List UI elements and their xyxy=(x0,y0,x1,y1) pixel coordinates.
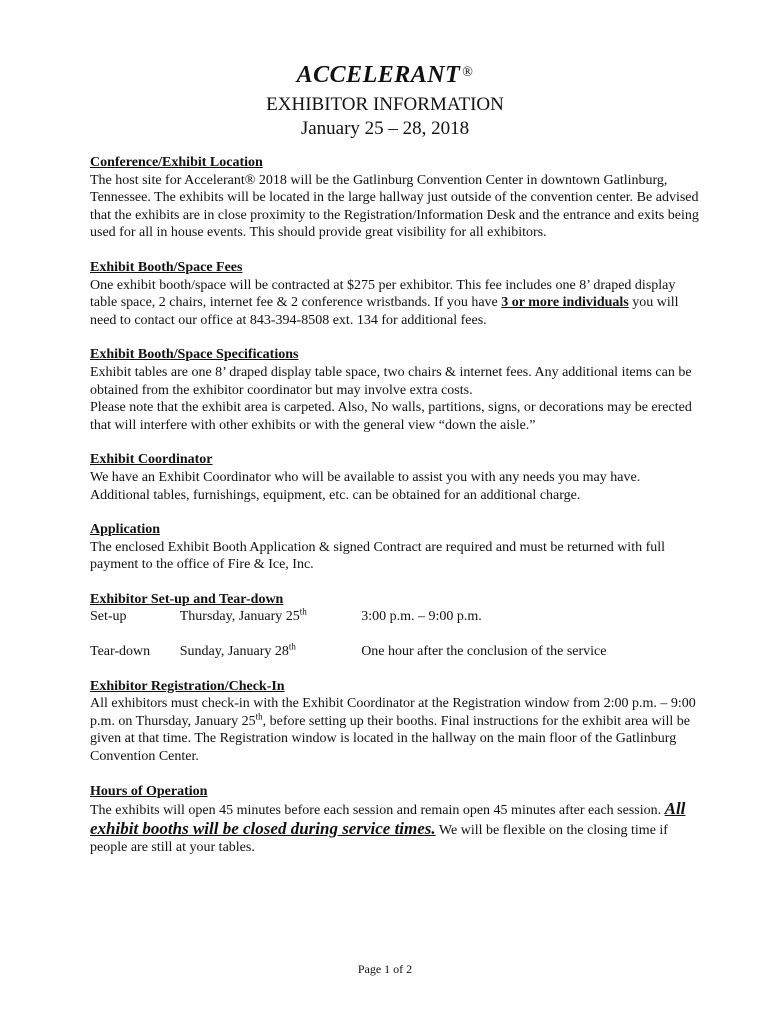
schedule-label: Tear-down xyxy=(90,644,151,660)
ordinal-suffix: th xyxy=(299,606,307,617)
section-text xyxy=(90,277,700,330)
section-checkin xyxy=(90,678,700,766)
ordinal-suffix: th xyxy=(255,711,263,722)
section-hours xyxy=(90,783,700,857)
section-text: Please note that the exhibit area is carpeted. Also, No walls, partitions, signs, or decorations may be erected that will interfere with other exhibits or with the general view “down the aisle.” xyxy=(90,400,692,433)
schedule-time: One hour after the conclusion of the service xyxy=(361,644,607,660)
schedule-label: Set-up xyxy=(90,609,127,625)
table-row xyxy=(90,608,700,626)
checkin-text-b: , before setting up their booths. Final instructions for the exhibit area will be given at that time. The Registration window is located in the hallway on the main floor of the Gatlinburg Convention Center. xyxy=(90,713,690,765)
section-heading: Exhibit Booth/Space Fees xyxy=(90,259,243,275)
section-heading: Conference/Exhibit Location xyxy=(90,155,263,170)
section-text xyxy=(90,800,700,857)
schedule-table xyxy=(90,608,700,660)
section-text xyxy=(90,695,700,765)
hours-emphasis: All exhibit booths will be closed during service times. xyxy=(90,799,686,838)
section-location xyxy=(90,154,700,242)
document-body xyxy=(90,154,700,874)
brand-name: ACCELERANT xyxy=(296,62,461,88)
section-coordinator xyxy=(90,451,700,504)
section-heading: Application xyxy=(90,522,161,538)
section-heading: Exhibitor Set-up and Tear-down xyxy=(90,591,284,607)
fees-emphasis: 3 or more individuals xyxy=(501,295,629,311)
section-heading: Exhibit Coordinator xyxy=(90,452,213,468)
event-dates: January 25 – 28, 2018 xyxy=(300,118,470,139)
hours-text-b: We will be flexible on the closing time if people are still at your tables. xyxy=(90,822,668,856)
section-application xyxy=(90,521,700,574)
checkin-text-a: All exhibitors must check-in with the Exhibit Coordinator at the Registration window from 2:00 p.m. – 9:00 p.m. on Thursday, January 25 xyxy=(90,696,696,729)
section-specifications xyxy=(90,346,700,434)
registered-mark: ® xyxy=(462,65,474,80)
schedule-day-text: Sunday, January 28 xyxy=(179,644,289,660)
page-number: Page 1 of 2 xyxy=(357,962,413,976)
section-text: The enclosed Exhibit Booth Application & signed Contract are required and must be returned with full payment to the office of Fire & Ice, Inc. xyxy=(90,539,666,573)
section-text: We have an Exhibit Coordinator who will be available to assist you with any needs you may have. Additional tables, furnishings, equipment, etc. can be obtained for an additional charge. xyxy=(90,469,641,503)
schedule-time: 3:00 p.m. – 9:00 p.m. xyxy=(361,609,482,625)
fees-text-a: One exhibit booth/space will be contracted at $275 per exhibitor. This fee includes one 8’ draped display table space, 2 chairs, internet fee & 2 conference wristbands. If you have xyxy=(90,277,676,311)
section-text: Exhibit tables are one 8’ draped display table space, two chairs & internet fees. Any additional items can be obtained from the exhibitor coordinator but may involve extra costs. xyxy=(90,364,692,398)
section-heading: Exhibitor Registration/Check-In xyxy=(90,678,285,694)
ordinal-suffix: th xyxy=(288,641,296,652)
section-heading: Exhibit Booth/Space Specifications xyxy=(90,347,299,363)
section-setup-teardown xyxy=(90,591,700,661)
section-text: The host site for Accelerant® 2018 will be the Gatlinburg Convention Center in downtown Gatlinburg, Tennessee. The exhibits will be located in the large hallway just outside of the convention center. Be advised that the exhibits are in close proximity to the Registration/Information Desk and the entrance and exits being used for all in house events. This should provide great visibility for all exhibitors. xyxy=(90,172,699,241)
table-row xyxy=(90,643,700,661)
document-subtitle: EXHIBITOR INFORMATION xyxy=(266,94,504,115)
table-row-spacer xyxy=(90,626,700,643)
hours-text-a: The exhibits will open 45 minutes before each session and remain open 45 minutes after each session. xyxy=(90,803,665,819)
section-heading: Hours of Operation xyxy=(90,783,208,799)
section-fees xyxy=(90,259,700,329)
schedule-day-text: Thursday, January 25 xyxy=(179,609,300,625)
document-brand xyxy=(0,62,770,89)
schedule-day xyxy=(180,643,361,661)
fees-text-b: you will need to contact our office at 843-394-8508 ext. 134 for additional fees. xyxy=(90,295,679,328)
schedule-day xyxy=(180,608,361,626)
